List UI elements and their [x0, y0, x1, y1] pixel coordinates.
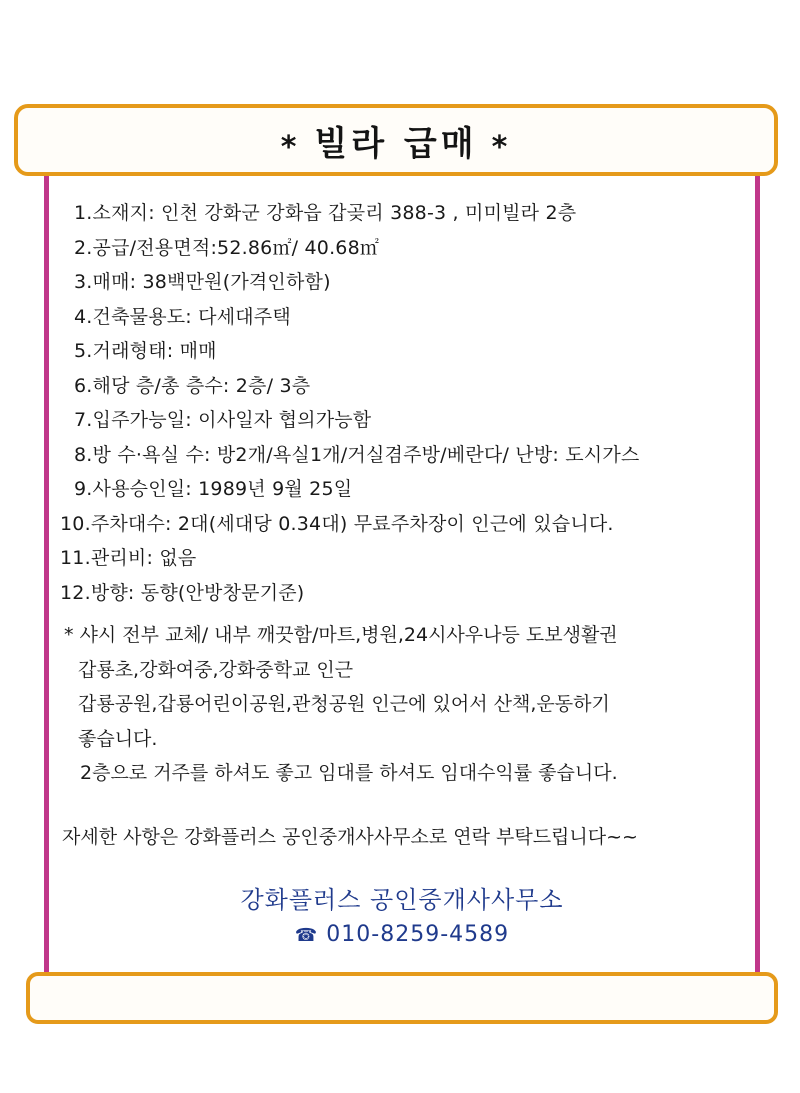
detail-location: 1.소재지: 인천 강화군 강화읍 갑곶리 388-3 , 미미빌라 2층	[74, 202, 577, 224]
detail-rooms: 8.방 수·욕실 수: 방2개/욕실1개/거실겸주방/베란다/ 난방: 도시가스	[74, 443, 640, 466]
phone-icon: ☎	[294, 925, 319, 946]
note-parks-cont: 좋습니다.	[78, 727, 158, 750]
title-star-left: *	[280, 129, 301, 165]
title-text: 빌라 급매	[314, 123, 478, 164]
detail-transaction-type: 5.거래형태: 매매	[74, 340, 217, 362]
detail-approval-date: 9.사용승인일: 1989년 9월 25일	[74, 478, 353, 500]
title-banner	[14, 104, 778, 176]
detail-building-use: 4.건축물용도: 다세대주택	[74, 305, 291, 328]
note-parks: 갑룡공원,갑룡어린이공원,관청공원 인근에 있어서 산책,운동하기	[78, 693, 610, 715]
office-name: 강화플러스 공인중개사사무소	[240, 886, 564, 914]
detail-area: 2.공급/전용면적:52.86㎡/ 40.68㎡	[74, 236, 380, 259]
title-star-right: *	[491, 129, 512, 165]
listing-details	[60, 196, 760, 610]
detail-floor: 6.해당 층/총 층수: 2층/ 3층	[74, 374, 311, 397]
phone-contact	[44, 922, 760, 947]
detail-management-fee: 11.관리비: 없음	[60, 547, 197, 569]
detail-price: 3.매매: 38백만원(가격인하함)	[74, 271, 331, 293]
note-schools: 갑룡초,강화여중,강화중학교 인근	[78, 658, 354, 681]
contact-message: 자세한 사항은 강화플러스 공인중개사사무소로 연락 부탁드립니다~~	[62, 826, 638, 848]
note-renovation: * 샤시 전부 교체/ 내부 깨끗함/마트,병원,24시사우나등 도보생활권	[64, 624, 618, 646]
listing-notes	[64, 618, 754, 791]
page-title	[267, 116, 526, 165]
detail-parking: 10.주차대수: 2대(세대당 0.34대) 무료주차장이 인근에 있습니다.	[60, 512, 614, 535]
bottom-banner	[26, 972, 778, 1024]
detail-direction: 12.방향: 동향(안방창문기준)	[60, 581, 305, 604]
detail-move-in: 7.입주가능일: 이사일자 협의가능함	[74, 409, 372, 431]
note-rental: 2층으로 거주를 하셔도 좋고 임대를 하셔도 임대수익률 좋습니다.	[80, 762, 618, 784]
phone-number: 010-8259-4589	[326, 922, 510, 947]
